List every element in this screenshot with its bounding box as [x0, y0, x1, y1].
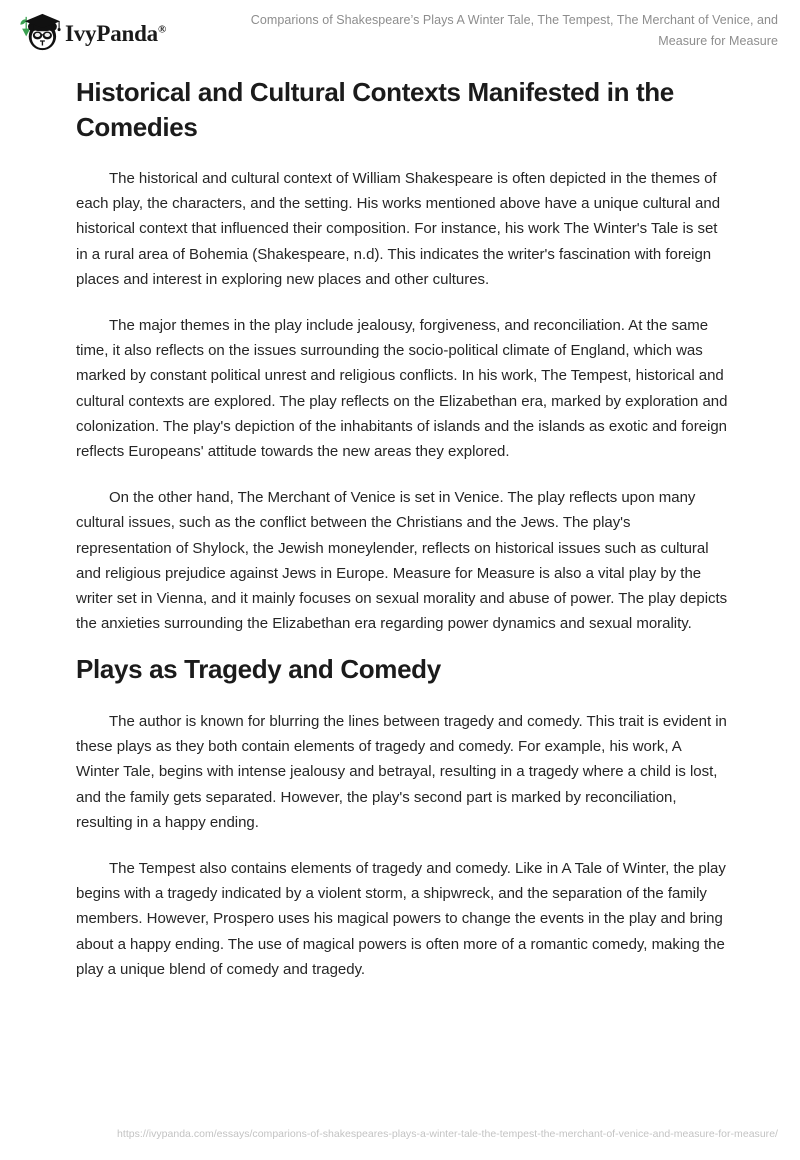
panda-graduate-logo-icon: [14, 11, 64, 55]
brand-name-text: IvyPanda: [65, 20, 158, 46]
page-header: [0, 0, 800, 62]
document-title: Comparions of Shakespeare’s Plays A Winter Tale, The Tempest, The Merchant of Venice, and Measure for Measure: [250, 13, 778, 48]
paragraph: The Tempest also contains elements of tragedy and comedy. Like in A Tale of Winter, the play begins with a tragedy indicated by a violent storm, a shipwreck, and the separation of the family members. However, Prospero uses his magical powers to change the events in the play and bring about a happy ending. The use of magical powers is often more of a romantic comedy, making the play a unique blend of comedy and tragedy.: [76, 859, 726, 978]
brand-logo[interactable]: [14, 11, 166, 55]
article-content: [0, 62, 800, 982]
section-heading-historical-contexts: Historical and Cultural Contexts Manifested in the Comedies: [76, 77, 674, 142]
paragraph: The major themes in the play include jealousy, forgiveness, and reconciliation. At the same time, it also reflects on the issues surrounding the socio-political climate of England, which was marked by constant political unrest and religious conflicts. In his work, The Tempest, historical and cultural contexts are explored. The play reflects on the Elizabethan era, marked by exploration and colonization. The play's depiction of the inhabitants of islands and the islands as exotic and foreign reflects Europeans' attitude towards the new areas they explored.: [76, 317, 728, 461]
paragraph: The author is known for blurring the lines between tragedy and comedy. This trait is evident in these plays as they both contain elements of tragedy and comedy. For example, his work, A Winter Tale, begins with intense jealousy and betrayal, resulting in a tragedy where a child is lost, and the family gets separated. However, the play's second part is marked by reconciliation, resulting in a happy ending.: [76, 712, 727, 831]
registered-mark: ®: [157, 22, 167, 35]
brand-wordmark: [65, 22, 166, 45]
source-url-link[interactable]: https://ivypanda.com/essays/comparions-of-shakespeares-plays-a-winter-tale-the-tempest-the-merchant-of-venice-and-measure-for-measure/: [117, 1128, 778, 1140]
section-heading-plays-tragedy-comedy: Plays as Tragedy and Comedy: [76, 654, 441, 685]
paragraph: The historical and cultural context of William Shakespeare is often depicted in the themes of each play, the characters, and the setting. His works mentioned above have a unique cultural and historical context that influenced their composition. For instance, his work The Winter's Tale is set in a rural area of Bohemia (Shakespeare, n.d). This indicates the writer's fascination with foreign places and interest in exploring new places and other cultures.: [76, 170, 721, 288]
page-footer: [0, 1125, 800, 1160]
paragraph: On the other hand, The Merchant of Venice is set in Venice. The play reflects upon many cultural issues, such as the conflict between the Christians and the Jews. The play's representation of Shylock, the Jewish moneylender, reflects on historical issues such as cultural and religious prejudice against Jews in Europe. Measure for Measure is also a vital play by the writer set in Vienna, and it mainly focuses on sexual morality and abuse of power. The play depicts the anxieties surrounding the Elizabethan era regarding power dynamics and sexual morality.: [76, 489, 728, 633]
